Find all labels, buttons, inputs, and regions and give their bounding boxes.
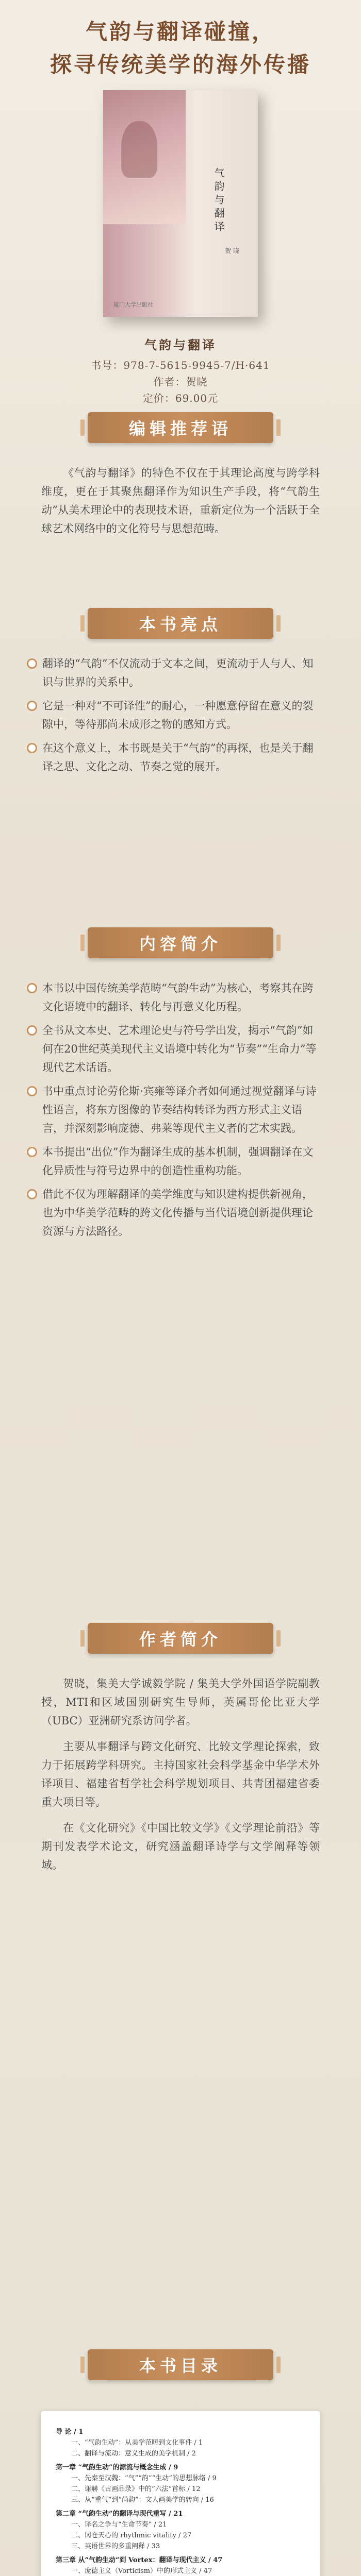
highlight-text: 在这个意义上，本书既是关于“气韵”的再探，也是关于翻译之思、文化之动、节奏之觉的展开。 <box>42 742 314 773</box>
list-item <box>27 1143 319 1180</box>
list-item <box>27 697 319 734</box>
bullet-icon <box>27 1086 37 1096</box>
toc-section: 二、谢赫《古画品录》中的“六法”首标 / 12 <box>71 2485 201 2493</box>
bullet-icon <box>27 1189 37 1199</box>
list-item <box>27 1021 319 1077</box>
cover-title: 气韵与翻译 <box>212 167 225 234</box>
book-info <box>0 335 361 406</box>
bullet-icon <box>27 1025 37 1036</box>
summary-text: 本书提出“出位”作为翻译生成的基本机制，强调翻译在文化异质性与符号边界中的创造性重构功能。 <box>42 1146 314 1177</box>
cover-artwork <box>103 90 186 224</box>
section-banner-recommend <box>88 412 273 443</box>
list-item <box>27 739 319 776</box>
list-item <box>27 1082 319 1138</box>
section-title-recommend: 编辑推荐语 <box>128 419 232 438</box>
bullet-icon <box>27 658 37 669</box>
cover-author: 贺 晓 <box>225 247 239 255</box>
toc-section: 一、译名之争与“生命节奏” / 21 <box>71 2521 167 2529</box>
summary-list <box>27 979 319 1246</box>
list-item <box>27 654 319 691</box>
list-item <box>27 979 319 1016</box>
headline <box>0 15 361 81</box>
book-name: 气韵与翻译 <box>144 337 217 352</box>
toc-chapter: 第三章 从“气韵生动”到 Vortex：翻译与现代主义 / 47 <box>56 2556 223 2564</box>
toc-chapter: 导 论 / 1 <box>56 2428 84 2436</box>
author-paragraph: 主要从事翻译与跨文化研究、比较文学理论探索，致力于拓展跨学科研究。主持国家社会科学基金中华学术外译项目、福建省哲学社会科学规划项目、共青团福建省委重大项目等。 <box>41 1740 320 1808</box>
highlight-text: 它是一种对“不可译性”的耐心，一种愿意停留在意义的裂隙中，等待那尚未成形之物的感知方式。 <box>42 700 314 731</box>
book-author: 作者：贺晓 <box>153 376 208 388</box>
book-isbn: 书号：978-7-5615-9945-7/H·641 <box>91 359 270 371</box>
highlights-list <box>27 654 319 781</box>
headline-line-1: 气韵与翻译碰撞， <box>85 19 275 44</box>
section-banner-highlights <box>88 608 273 639</box>
book-cover-image[interactable] <box>103 90 258 317</box>
toc-chapter: 第一章 “气韵生动”的源流与概念生成 / 9 <box>56 2464 178 2471</box>
bullet-icon <box>27 743 37 753</box>
bullet-icon <box>27 983 37 993</box>
section-banner-summary <box>88 927 273 958</box>
toc-section: 二、翻译与流动：意义生成的美学机制 / 2 <box>71 2450 196 2458</box>
section-title-summary: 内容简介 <box>139 934 222 954</box>
toc-list <box>41 2411 320 2576</box>
bullet-icon <box>27 701 37 711</box>
toc-section: 一、先秦至汉魏：“气”“韵”“生动”的思想脉络 / 9 <box>71 2475 217 2482</box>
author-paragraph: 贺晓，集美大学诚毅学院 / 集美大学外国语学院副教授，MTI和区域国别研究生导师，英属哥伦比亚大学（UBC）亚洲研究系访问学者。 <box>41 1677 320 1727</box>
section-banner-toc <box>88 2349 273 2380</box>
toc-section: 三、英语世界的多重阐释 / 33 <box>71 2543 160 2550</box>
summary-text: 书中重点讨论劳伦斯·宾雍等译介者如何通过视觉翻译与诗性语言，将东方图像的节奏结构转译为西方形式主义语言，并深刻影响庞德、弗莱等现代主义者的艺术实践。 <box>42 1085 317 1134</box>
summary-text: 全书从文本史、艺术理论史与符号学出发，揭示“气韵”如何在20世纪英美现代主义语境中转化为“节奏”“生命力”等现代艺术话语。 <box>42 1024 317 1074</box>
toc-section: 一、庞德主义（Vorticism）中的形式主义 / 47 <box>71 2567 212 2575</box>
section-title-author: 作者简介 <box>139 1630 222 1649</box>
list-item <box>27 1185 319 1241</box>
summary-text: 本书以中国传统美学范畴“气韵生动”为核心，考察其在跨文化语境中的翻译、转化与再意义化历程。 <box>42 982 314 1013</box>
section-title-highlights: 本书亮点 <box>139 615 222 634</box>
toc-section: 二、冈仓天心的 rhythmic vitality / 27 <box>71 2532 192 2539</box>
toc-section: 三、从“重气”到“尚韵”：文人画美学的转向 / 16 <box>71 2496 214 2504</box>
cover-publisher: 厦门大学出版社 <box>113 301 153 308</box>
recommend-paragraph: 《气韵与翻译》的特色不仅在于其理论高度与跨学科维度，更在于其聚焦翻译作为知识生产手段，将“气韵生动”从美术理论中的表现技术语，重新定位为一个活跃于全球艺术网络中的文化符号与思想范畴。 <box>41 467 320 535</box>
section-banner-author <box>88 1623 273 1654</box>
toc-section: 一、“气韵生动”：从美学范畴到文化事件 / 1 <box>71 2439 203 2447</box>
highlight-text: 翻译的“气韵”不仅流动于文本之间，更流动于人与人、知识与世界的关系中。 <box>42 657 314 688</box>
table-of-contents <box>41 2411 320 2576</box>
toc-chapter: 第二章 “气韵生动”的翻译与现代重写 / 21 <box>56 2510 183 2518</box>
book-price: 定价：69.00元 <box>142 392 219 404</box>
recommend-text <box>41 464 320 545</box>
author-intro <box>41 1674 320 1882</box>
section-title-toc: 本书目录 <box>139 2356 222 2376</box>
headline-line-2: 探寻传统美学的海外传播 <box>50 52 311 77</box>
bullet-icon <box>27 1147 37 1157</box>
summary-text: 借此不仅为理解翻译的美学维度与知识建构提供新视角，也为中华美学范畴的跨文化传播与当代语境创新提供理论资源与方法路径。 <box>42 1188 313 1238</box>
author-paragraph: 在《文化研究》《中国比较文学》《文学理论前沿》等期刊发表学术论文，研究涵盖翻译诗学与文学阐释等领域。 <box>41 1822 320 1871</box>
